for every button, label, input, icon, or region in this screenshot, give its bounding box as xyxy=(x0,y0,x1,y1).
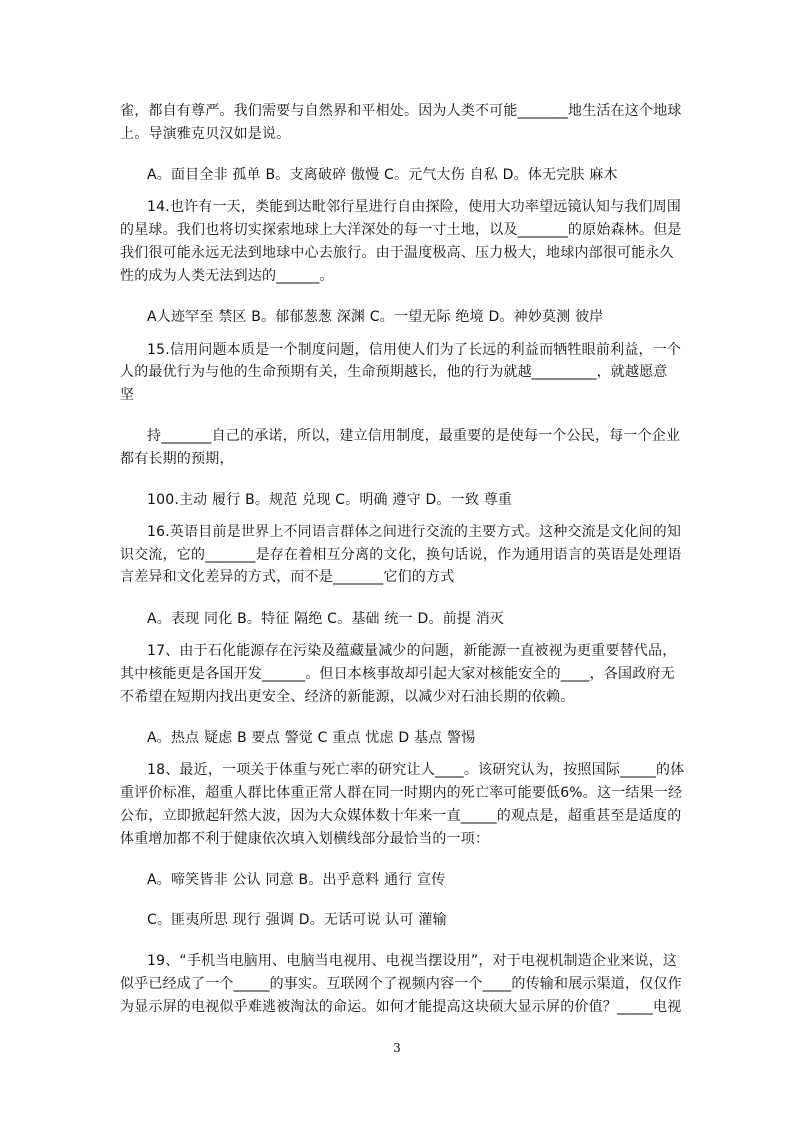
text-line: A。热点 疑虑 B 要点 警觉 C 重点 忧虑 D 基点 警惕 xyxy=(147,730,476,746)
text-line: A。啼笑皆非 公认 同意 B。出乎意料 通行 宣传 xyxy=(147,872,446,888)
text-line: A。表现 同化 B。特征 隔绝 C。基础 统一 D。前提 消灭 xyxy=(147,611,505,627)
text-line: 雀，都自有尊严。我们需要与自然界和平相处。因为人类不可能_______地生活在这个地球 xyxy=(120,103,682,119)
text-line: 不希望在短期内找出更安全、经济的新能源，以减少对石油长期的依赖。 xyxy=(120,689,575,705)
text-line: 为显示屏的电视似乎难逃被淘汰的命运。如何才能提高这块硕大显示屏的价值？_____电视 xyxy=(120,999,682,1015)
text-line: 14.也许有一天，类能到达毗邻行星进行自由探险，使用大功率望远镜认知与我们周围 xyxy=(147,199,682,215)
text-line: C。匪夷所思 现行 强调 D。无话可说 认可 灌输 xyxy=(147,912,447,928)
text-line: 都有长期的预期， xyxy=(120,451,234,467)
text-line: 上。导演雅克贝汉如是说。 xyxy=(120,126,291,142)
text-line: 我们很可能永远无法到地球中心去旅行。由于温度极高、压力极大，地球内部很可能永久 xyxy=(120,245,674,261)
page-number: 3 xyxy=(393,1041,401,1055)
text-line: 100.主动 履行 B。规范 兑现 C。明确 遵守 D。一致 尊重 xyxy=(147,492,513,508)
text-line: 体重增加都不利于健康依次填入划横线部分最恰当的一项： xyxy=(120,831,490,847)
text-line: 性的成为人类无法到达的______。 xyxy=(120,268,334,284)
text-line: 19、“手机当电脑用、电脑当电视用、电视当摆设用”，对于电视机制造企业来说，这 xyxy=(147,953,678,969)
text-line: 重评价标准，超重人群比体重正常人群在同一时期内的死亡率可能要低6%。这一结果一经 xyxy=(120,785,683,801)
text-line: 15.信用问题本质是一个制度问题，信用使人们为了长远的利益而牺牲眼前利益，一个 xyxy=(147,342,682,358)
text-line: 坚 xyxy=(120,387,135,403)
text-line: 识交流，它的_______是存在着相互分离的文化，换句话说，作为通用语言的英语是处理语 xyxy=(120,547,682,563)
text-line: 似乎已经成了一个_____的事实。互联网个了视频内容一个____的传输和展示渠道，仅仅作 xyxy=(120,976,682,992)
text-line: A人迹罕至 禁区 B。郁郁葱葱 深渊 C。一望无际 绝境 D。神妙莫测 彼岸 xyxy=(147,309,604,325)
text-line: A。面目全非 孤单 B。支离破碎 傲慢 C。元气大伤 自私 D。体无完肤 麻木 xyxy=(147,167,618,183)
text-line: 18、最近，一项关于体重与死亡率的研究让人____。该研究认为，按照国际_____的体 xyxy=(147,762,685,778)
text-line: 公布，立即掀起轩然大波，因为大众媒体数十年来一直_____的观点是，超重甚至是适度的 xyxy=(120,808,682,824)
text-line: 言差异和文化差异的方式，而不是_______它们的方式 xyxy=(120,569,455,585)
text-line: 17、由于石化能源存在污染及蕴藏量减少的问题，新能源一直被视为更重要替代品， xyxy=(147,643,677,659)
text-line: 的星球。我们也将切实探索地球上大洋深处的每一寸土地，以及_______的原始森林。但是 xyxy=(120,222,682,238)
text-line: 其中核能更是各国开发______。但日本核事故却引起大家对核能安全的____，各国政府无 xyxy=(120,666,675,682)
text-line: 持_______自己的承诺，所以，建立信用制度，最重要的是使每一个公民，每一个企业 xyxy=(147,428,681,444)
text-line: 16.英语目前是世界上不同语言群体之间进行交流的主要方式。这种交流是文化间的知 xyxy=(147,524,682,540)
text-line: 人的最优行为与他的生命预期有关，生命预期越长，他的行为就越_________，就越愿意 xyxy=(120,364,668,380)
